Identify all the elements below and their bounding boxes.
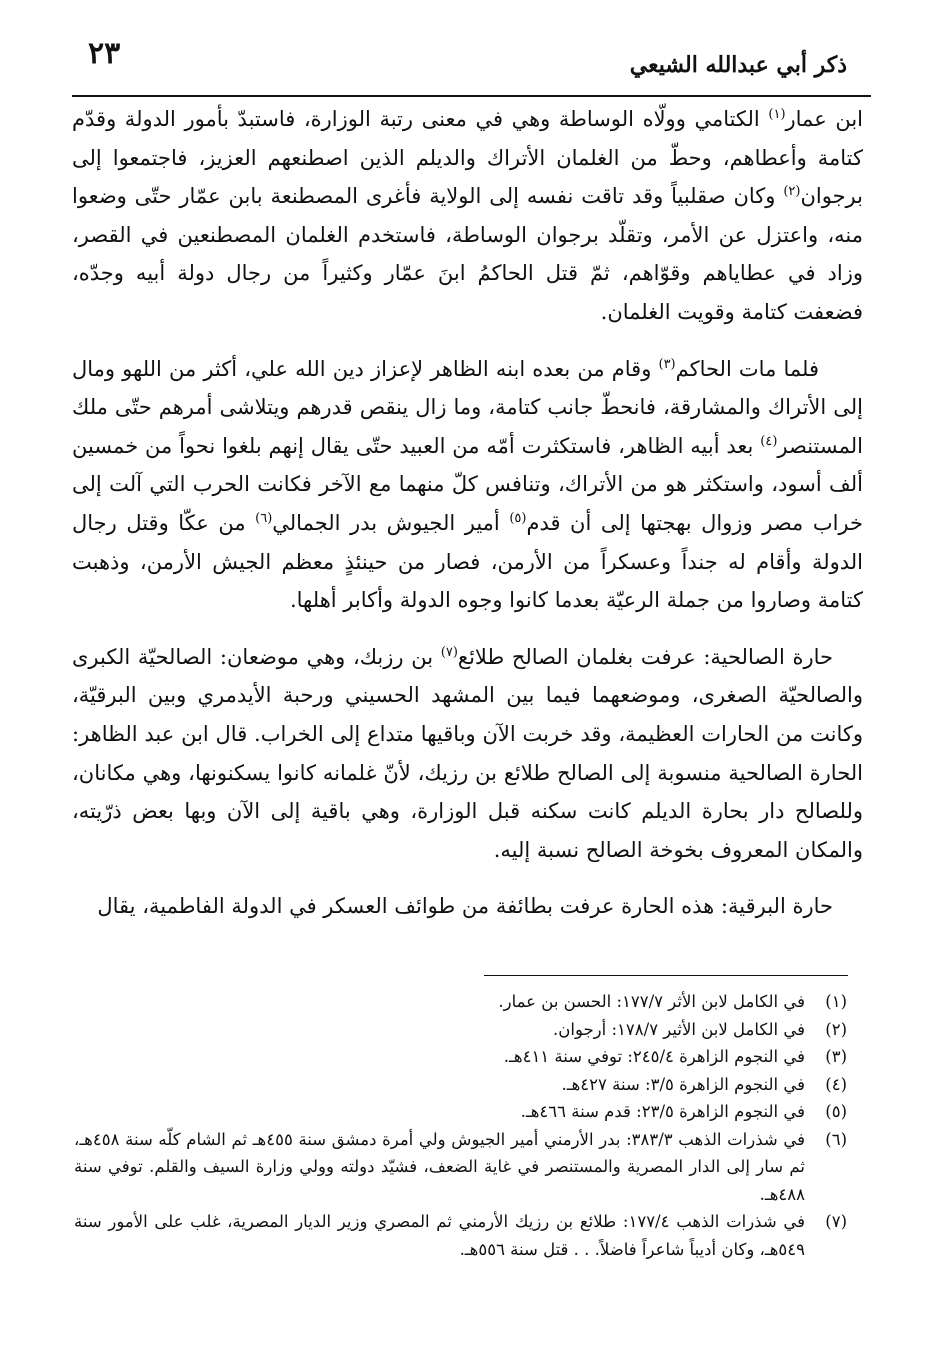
footnote-7 — [74, 1208, 847, 1263]
footnote-6 — [74, 1126, 847, 1209]
footnote-3 — [74, 1043, 847, 1071]
paragraph-3 — [72, 638, 863, 870]
running-title: ذكر أبي عبدالله الشيعي — [629, 52, 847, 78]
footnote-number: (٤) — [825, 1074, 847, 1094]
paragraph-2 — [72, 350, 863, 620]
paragraph-1 — [72, 100, 863, 332]
footnote-ref-7: (٧) — [440, 644, 458, 660]
footnote-text: في شذرات الذهب ١٧٧/٤: طلائع بن رزيك الأرمني ثم المصري وزير الديار المصرية، غلب على الأمور سنة ٥٤٩هـ، وكان أديباً شاعراً فاضلاً. . . قتل سنة ٥٥٦هـ. — [74, 1212, 806, 1259]
footnote-ref-6: (٦) — [255, 510, 273, 526]
footnote-text: في النجوم الزاهرة ٣/٥: سنة ٤٢٧هـ. — [561, 1074, 805, 1094]
footnote-number: (٧) — [825, 1212, 847, 1231]
footnote-ref-2: (٢) — [783, 184, 801, 200]
footnote-ref-5: (٥) — [509, 510, 527, 526]
text-run: وقام من بعده ابنه الظاهر لإعزاز دين الله علي، أكثر من اللهو ومال إلى الأتراك والمشارقة، فانحطّ جانب كتامة، وما زال ينقص قدرهم ويتلاشى أمرهم حتّى ملك المستنصر — [72, 356, 863, 458]
footnote-number: (٦) — [825, 1129, 847, 1149]
footnotes — [74, 988, 847, 1263]
text-run: بن رزبك، وهي موضعان: الصالحيّة الكبرى والصالحيّة الصغرى، وموضعهما فيما بين المشهد الحسيني ورحبة الأيدمري وبين البرقيّة، وكانت من الحارات العظيمة، وقد خربت الآن وباقيها متداع إلى الخراب. قال ابن عبد الظاهر: الحارة الصالحية منسوبة إلى الصالح طلائع بن رزيك، لأنّ غلمانه كانوا يسكنونها، وهي مكانان، وللصالح دار بحارة الديلم كانت سكنه قبل الوزارة، وهي باقية إلى الآن وبها بعض ذرّيته، والمكان المعروف بخوخة الصالح نسبة إليه. — [72, 644, 863, 862]
main-text — [72, 100, 863, 926]
page-number: ٢٣ — [88, 36, 121, 71]
footnote-number: (١) — [825, 992, 847, 1011]
footnote-2 — [74, 1016, 847, 1044]
text-run: أمير الجيوش بدر الجمالي — [272, 510, 510, 535]
text-run: الكتامي وولّاه الوساطة وهي في معنى رتبة الوزارة، فاستبدّ بأمور الدولة وقدّم كتامة وأعطاهم، وحطّ من الغلمان الأتراك والديلم الذين اصطنعهم العزيز، فاجتمعوا إلى برجوان — [72, 107, 863, 209]
footnote-ref-4: (٤) — [760, 433, 778, 449]
footnote-number: (٢) — [825, 1019, 847, 1039]
footnote-text: في النجوم الزاهرة ٢٣/٥: قدم سنة ٤٦٦هـ. — [520, 1102, 805, 1121]
footnote-text: في النجوم الزاهرة ٢٤٥/٤: توفي سنة ٤١١هـ. — [503, 1047, 805, 1066]
footnote-1 — [74, 988, 847, 1016]
text-run: بعد أبيه الظاهر، فاستكثرت أمّه من العبيد حتّى يقال إنهم بلغوا نحواً من خمسين ألف أسود، واستكثر هو من الأتراك، وتنافس كلّ منهما مع الآخر فكانت الحرب التي آلت إلى خراب مصر وزوال بهجتها إلى أن قدم — [72, 433, 863, 535]
footnote-number: (٣) — [825, 1047, 847, 1066]
footnote-text: في شذرات الذهب ٣٨٣/٣: بدر الأرمني أمير الجيوش ولي أمرة دمشق سنة ٤٥٥هـ ثم الشام كلّه سنة ٤٥٨هـ، ثم سار إلى الدار المصرية والمستنصر في غاية الضعف، فشيّد دولته وولي وزارة السيف والقلم. توفي سنة ٤٨٨هـ. — [74, 1129, 805, 1204]
footnote-5 — [74, 1098, 847, 1126]
footnote-text: في الكامل لابن الأثير ١٧٨/٧: أرجوان. — [553, 1019, 805, 1039]
footnote-text: في الكامل لابن الأثر ١٧٧/٧: الحسن بن عمار. — [498, 992, 805, 1011]
paragraph-4 — [72, 887, 863, 926]
footnote-number: (٥) — [825, 1102, 847, 1121]
text-run: وكان صقلبياً وقد تاقت نفسه إلى الولاية فأغرى المصطنعة بابن عمّار حتّى وضعوا منه، واعتزل عن الأمر، وتقلّد برجوان الوساطة، فاستخدم الغلمان المصطنعين في القصر، وزاد في عطاياهم وقوّاهم، ثمّ قتل الحاكمُ ابنَ عمّار وكثيراً من رجال دولة أبيه وجدّه، فضعفت كتامة وقويت الغلمان. — [72, 184, 863, 324]
text-run: فلما مات الحاكم — [675, 356, 819, 381]
text-run: ابن عمار — [785, 107, 863, 131]
footnote-4 — [74, 1071, 847, 1099]
footnote-rule — [484, 975, 848, 976]
header-rule — [72, 95, 871, 97]
footnote-ref-3: (٣) — [658, 356, 676, 372]
text-run: حارة البرقية: هذه الحارة عرفت بطائفة من طوائف العسكر في الدولة الفاطمية، يقال — [97, 894, 833, 919]
text-run: من عكّا وقتل رجال الدولة وأقام له جنداً وعسكراً من الأرمن، فصار من حينئذٍ معظم الجيش الأرمن، وذهبت كتامة وصاروا من جملة الرعيّة بعدما كانوا وجوه الدولة وأكابر أهلها. — [72, 510, 863, 613]
text-run: حارة الصالحية: عرفت بغلمان الصالح طلائع — [457, 644, 833, 669]
footnote-ref-1: (١) — [768, 107, 786, 122]
